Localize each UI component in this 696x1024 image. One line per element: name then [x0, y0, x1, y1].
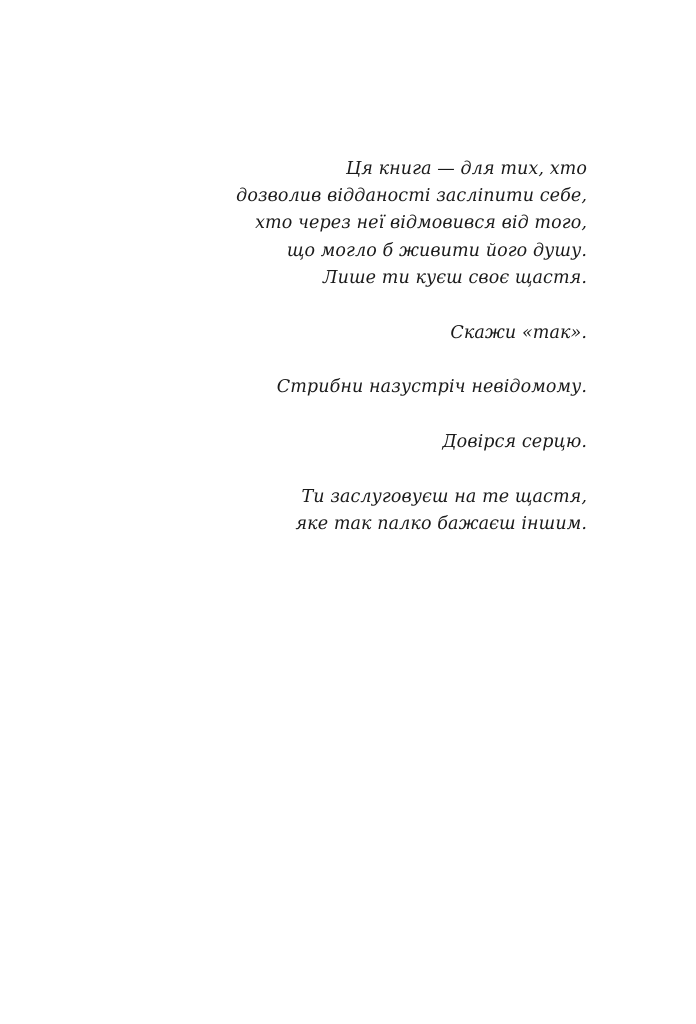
dedication-line: Ти заслуговуєш на те щастя, — [301, 486, 587, 507]
dedication-stanza — [167, 320, 587, 347]
dedication-line: Ця книга — для тих, хто — [345, 159, 587, 179]
dedication-line: хто через неї відмовився від того, — [255, 213, 587, 234]
dedication-line: Довірся серцю. — [442, 431, 587, 452]
dedication-stanza — [167, 156, 587, 292]
dedication-stanza — [167, 374, 587, 401]
dedication-stanza — [167, 429, 587, 456]
dedication-line: дозволив відданості засліпити себе, — [236, 186, 587, 207]
dedication-text — [167, 156, 587, 538]
dedication-line: Лише ти куєш своє щастя. — [322, 267, 587, 288]
dedication-line: Стрибни назустріч невідомому. — [276, 377, 587, 398]
dedication-line: яке так палко бажаєш іншим. — [295, 513, 587, 534]
dedication-stanza — [167, 484, 587, 538]
dedication-line: що могло б живити його душу. — [286, 240, 587, 261]
dedication-line: Скажи «так». — [450, 322, 587, 343]
